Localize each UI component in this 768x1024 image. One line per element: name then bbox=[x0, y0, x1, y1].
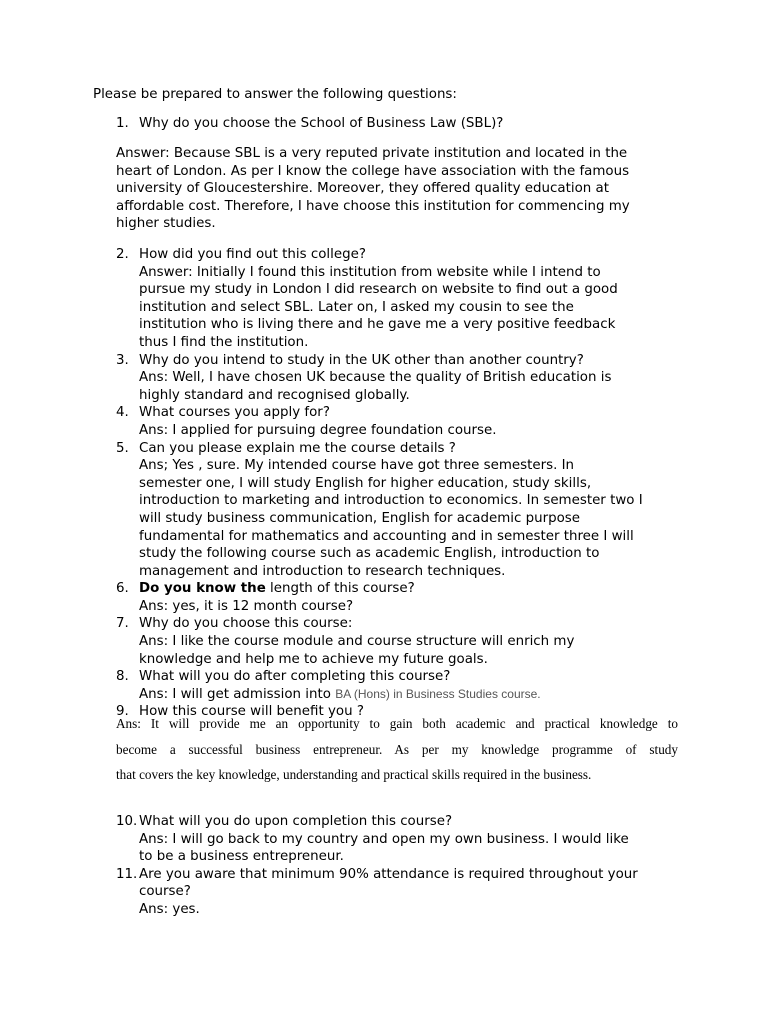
question-4 bbox=[116, 404, 691, 439]
question-text: What will you do after completing this course? bbox=[139, 669, 451, 685]
question-number: 5. bbox=[116, 440, 129, 456]
question-number: 4. bbox=[116, 405, 129, 421]
answer-line: will study business communication, English for academic purpose bbox=[139, 510, 581, 526]
answer-line: heart of London. As per I know the college have association with the famous bbox=[116, 163, 630, 179]
question-5 bbox=[116, 440, 691, 581]
question-number: 11. bbox=[116, 866, 138, 882]
question-number: 2. bbox=[116, 247, 129, 262]
question-text bbox=[139, 580, 691, 598]
question-number: 3. bbox=[116, 352, 129, 368]
question-text: Why do you choose the School of Business Law (SBL)? bbox=[139, 116, 504, 131]
question-list bbox=[116, 246, 691, 721]
answer-line: institution and select SBL. Later on, I asked my cousin to see the bbox=[139, 299, 574, 315]
question-number: 7. bbox=[116, 616, 129, 632]
question-text: Can you please explain me the course details ? bbox=[139, 440, 456, 456]
intro-text: Please be prepared to answer the following questions: bbox=[93, 87, 457, 102]
question-number: 9. bbox=[116, 704, 129, 720]
question-10 bbox=[116, 813, 691, 866]
answer-line bbox=[139, 686, 691, 704]
question-rest: length of this course? bbox=[265, 581, 415, 597]
question-7 bbox=[116, 615, 691, 668]
question-6 bbox=[116, 580, 691, 615]
question-3 bbox=[116, 352, 691, 405]
answer-line: knowledge and help me to achieve my future goals. bbox=[139, 651, 488, 667]
question-text: Why do you intend to study in the UK other than another country? bbox=[139, 352, 584, 368]
answer-line: semester one, I will study English for higher education, study skills, bbox=[139, 475, 592, 491]
answer-prefix: Ans: I will get admission into bbox=[139, 686, 336, 702]
answer-line: to be a business entrepreneur. bbox=[139, 849, 344, 865]
answer-line: Ans: I will go back to my country and open my own business. I would like bbox=[139, 831, 629, 847]
answer-line: university of Gloucestershire. Moreover, they offered quality education at bbox=[116, 181, 609, 197]
question-number: 8. bbox=[116, 669, 129, 685]
question-8 bbox=[116, 668, 691, 703]
answer-line: pursue my study in London I did research on website to find out a good bbox=[139, 282, 618, 298]
answer-line: Ans: Well, I have chosen UK because the quality of British education is bbox=[139, 370, 612, 386]
answer-line: highly standard and recognised globally. bbox=[139, 387, 410, 403]
question-number: 1. bbox=[116, 116, 129, 131]
answer-9 bbox=[116, 711, 678, 788]
question-text: What will you do upon completion this course? bbox=[139, 814, 453, 829]
question-bold-prefix: Do you know the bbox=[139, 581, 266, 597]
answer-line: fundamental for mathematics and accounting and in semester three I will bbox=[139, 528, 634, 544]
answer-line: higher studies. bbox=[116, 216, 216, 232]
question-list-continued bbox=[116, 813, 691, 919]
question-number: 10. bbox=[116, 814, 138, 829]
answer-line: institution who is living there and he gave me a very positive feedback bbox=[139, 317, 616, 333]
answer-line: become a successful business entrepreneur. As per my knowledge programme of study bbox=[116, 741, 678, 757]
question-11 bbox=[116, 866, 691, 919]
question-text-continued: course? bbox=[139, 884, 191, 900]
question-text: Are you aware that minimum 90% attendance is required throughout your bbox=[139, 866, 638, 882]
answer-line: Ans: I applied for pursuing degree foundation course. bbox=[139, 422, 497, 438]
question-number: 6. bbox=[116, 581, 129, 597]
answer-line: Ans: It will provide me an opportunity to gain both academic and practical knowledge to bbox=[116, 716, 678, 731]
answer-line: thus I find the institution. bbox=[139, 334, 309, 350]
answer-line: Answer: Initially I found this institution from website while I intend to bbox=[139, 264, 601, 280]
answer-line: study the following course such as academic English, introduction to bbox=[139, 546, 600, 562]
answer-line: Ans: yes, it is 12 month course? bbox=[139, 598, 354, 614]
question-2 bbox=[116, 246, 691, 352]
answer-line: Ans; Yes , sure. My intended course have got three semesters. In bbox=[139, 458, 575, 474]
answer-line: management and introduction to research techniques. bbox=[139, 563, 506, 579]
question-text: How this course will benefit you ? bbox=[139, 704, 364, 720]
answer-line: that covers the key knowledge, understanding and practical skills required in the business. bbox=[116, 767, 592, 783]
answer-line: introduction to marketing and introduction to economics. In semester two I bbox=[139, 493, 643, 509]
question-text: What courses you apply for? bbox=[139, 405, 330, 421]
answer-line: Ans: yes. bbox=[139, 901, 200, 917]
answer-suffix: BA (Hons) in Business Studies course. bbox=[335, 686, 541, 701]
answer-line: affordable cost. Therefore, I have choose this institution for commencing my bbox=[116, 198, 630, 214]
question-text: Why do you choose this course: bbox=[139, 616, 353, 632]
answer-line: Ans: I like the course module and course structure will enrich my bbox=[139, 634, 575, 650]
question-text: How did you find out this college? bbox=[139, 247, 366, 262]
answer-1 bbox=[116, 145, 686, 233]
answer-line: Answer: Because SBL is a very reputed private institution and located in the bbox=[116, 146, 628, 161]
